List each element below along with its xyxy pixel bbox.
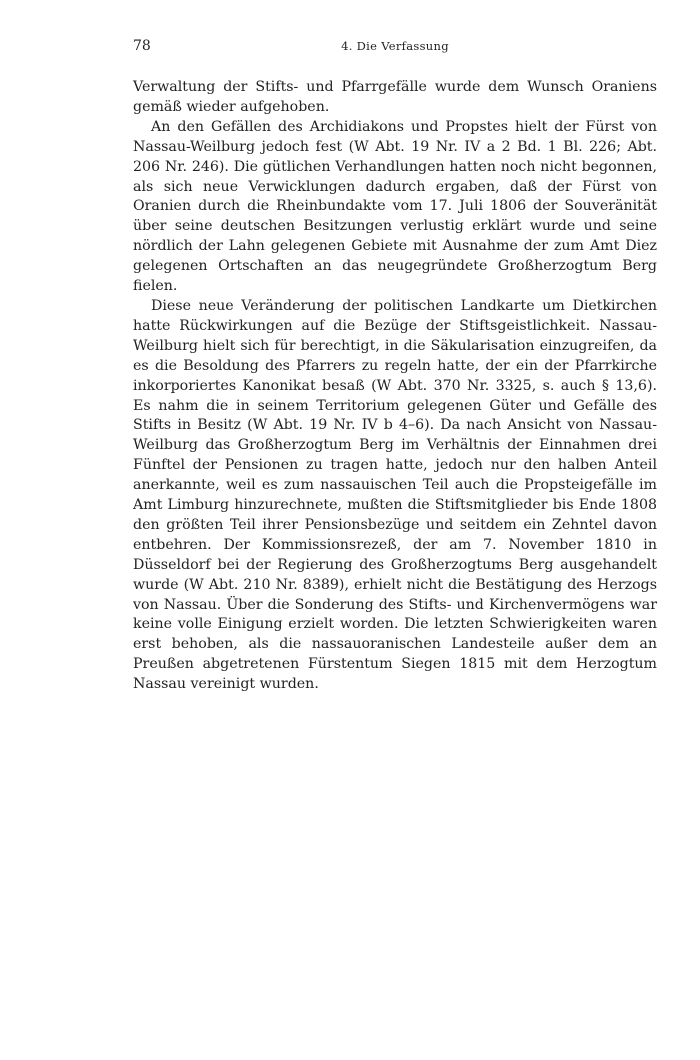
- page-number: 78: [133, 38, 151, 54]
- paragraph-archidiakon: An den Gefällen des Archidiakons und Propstes hielt der Fürst von Nassau-Weilburg jedoch fest (W Abt. 19 Nr. IV a 2 Bd. 1 Bl. 226; Abt. 206 Nr. 246). Die gütlichen Verhandlungen hatten noch nicht begonnen, als sich neue Verwicklungen dadurch ergaben, daß der Fürst von Oranien durch die Rheinbundakte vom 17. Juli 1806 der Souveränität über seine deutschen Besitzungen verlustig erklärt wurde und seine nördlich der Lahn gelegenen Gebiete mit Ausnahme der zum Amt Diez gelegenen Ortschaften an das neugegründete Großherzogtum Berg fielen.: [133, 118, 657, 295]
- chapter-title: 4. Die Verfassung: [341, 39, 449, 53]
- running-head: [133, 36, 657, 56]
- body-text: [133, 78, 657, 695]
- paragraph-landkarte: Diese neue Veränderung der politischen Landkarte um Dietkirchen hatte Rückwirkungen auf die Bezüge der Stiftsgeistlichkeit. Nassau-Weilburg hielt sich für berechtigt, in die Säkularisation einzugreifen, da es die Besoldung des Pfarrers zu regeln hatte, der ein der Pfarrkirche inkorporiertes Kanonikat besaß (W Abt. 370 Nr. 3325, s. auch § 13,6). Es nahm die in seinem Territorium gelegenen Güter und Gefälle des Stifts in Besitz (W Abt. 19 Nr. IV b 4–6). Da nach Ansicht von Nassau-Weilburg das Großherzogtum Berg im Verhältnis der Einnahmen drei Fünftel der Pensionen zu tragen hatte, jedoch nur den halben Anteil anerkannte, weil es zum nassauischen Teil auch die Propsteigefälle im Amt Limburg hinzurechnete, mußten die Stiftsmitglieder bis Ende 1808 den größten Teil ihrer Pensionsbezüge und seitdem ein Zehntel davon entbehren. Der Kommissionsrezeß, der am 7. November 1810 in Düsseldorf bei der Regierung des Großherzogtums Berg ausgehandelt wurde (W Abt. 210 Nr. 8389), erhielt nicht die Bestätigung des Herzogs von Nassau. Über die Sonderung des Stifts- und Kirchenvermögens war keine volle Einigung erzielt worden. Die letzten Schwierigkeiten waren erst behoben, als die nassauoranischen Landesteile außer dem an Preußen abgetretenen Fürstentum Siegen 1815 mit dem Herzogtum Nassau vereinigt wurden.: [133, 297, 657, 693]
- paragraph-continued: Verwaltung der Stifts- und Pfarrgefälle wurde dem Wunsch Oraniens gemäß wieder aufgehoben.: [133, 79, 657, 115]
- book-page: [133, 36, 657, 695]
